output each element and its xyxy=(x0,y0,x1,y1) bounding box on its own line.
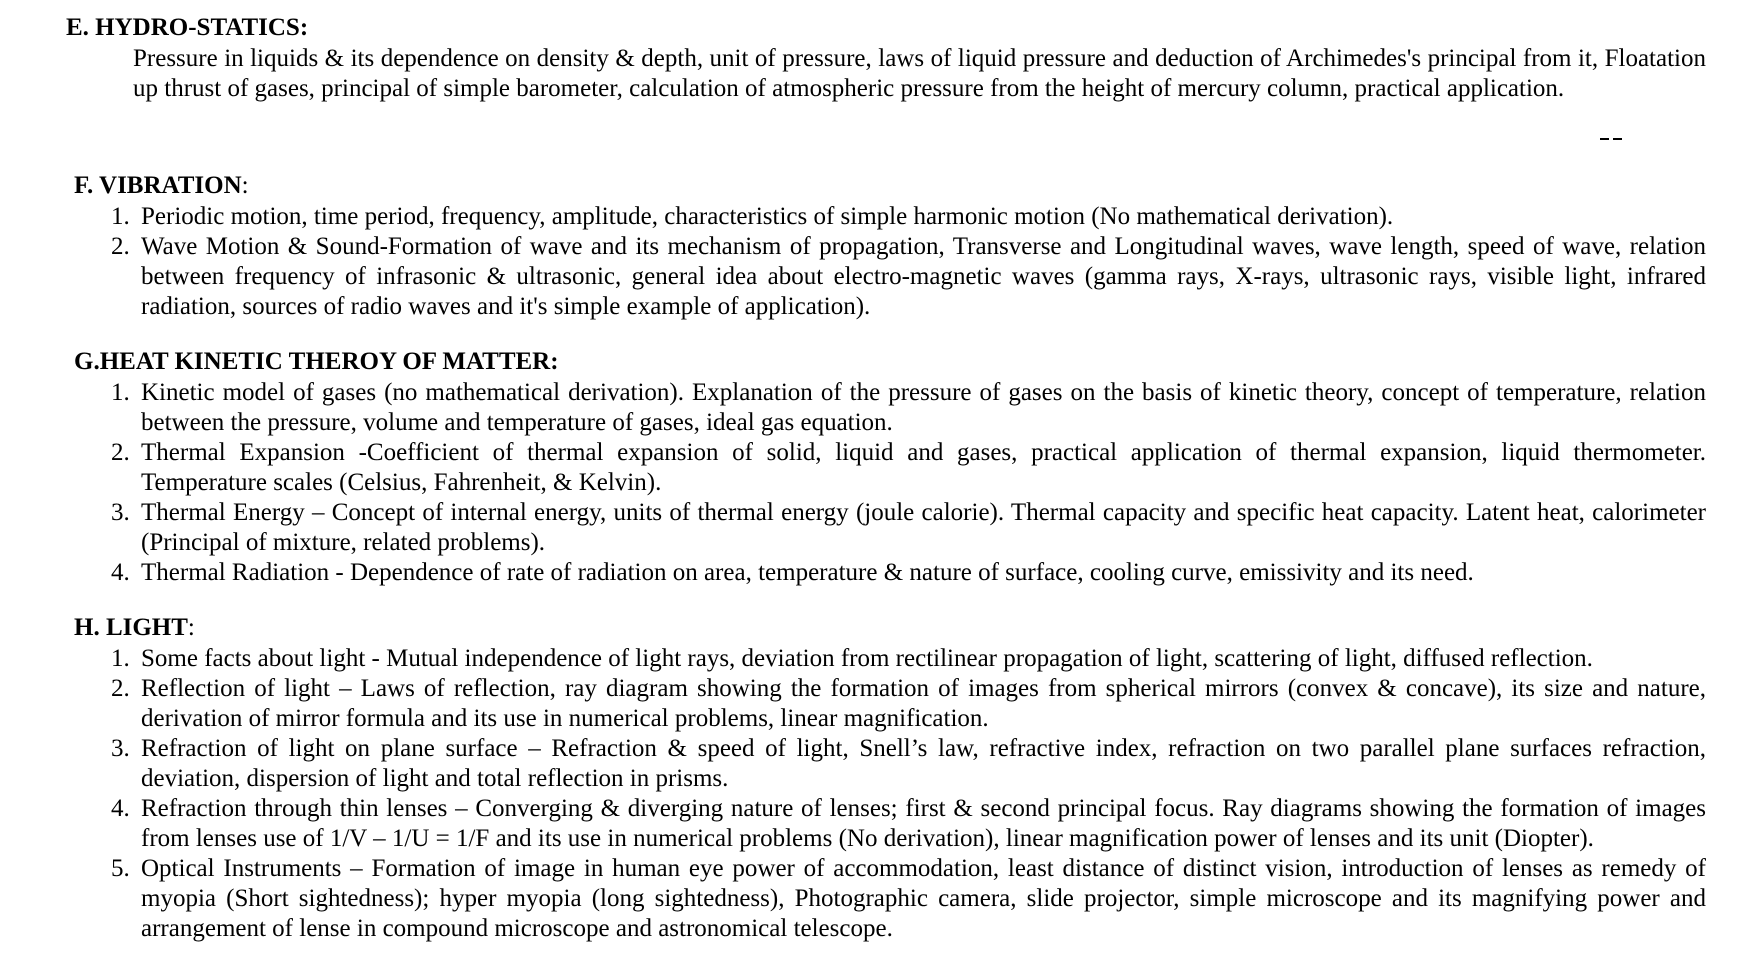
item-text: Periodic motion, time period, frequency, amplitude, characteristics of simple harmonic motion (No mathematical derivation). xyxy=(141,203,1394,230)
list-light xyxy=(111,644,1706,944)
item-text: Thermal Expansion -Coefficient of thermal expansion of solid, liquid and gases, practical application of thermal expansion, liquid thermometer. Temperature scales (Celsius, Fahrenheit, & Kelvin). xyxy=(141,439,1706,496)
section-title: H. LIGHT xyxy=(74,614,188,641)
list-item xyxy=(111,854,1706,944)
item-text: Reflection of light – Laws of reflection, ray diagram showing the formation of images from spherical mirrors (convex & concave), its size and nature, derivation of mirror formula and its use in numerical problems, linear magnification. xyxy=(141,675,1706,732)
list-item xyxy=(111,794,1706,854)
item-number: 4. xyxy=(111,795,130,822)
section-body-hydrostatics: Pressure in liquids & its dependence on density & depth, unit of pressure, laws of liquid pressure and deduction of Archimedes's principal from it, Floatation up thrust of gases, principal of simple barometer, calculation of atmospheric pressure from the height of mercury column, practical application. xyxy=(133,45,1706,102)
list-item xyxy=(111,644,1706,674)
item-number: 3. xyxy=(111,735,130,762)
list-item xyxy=(111,558,1706,588)
section-heading-light xyxy=(74,613,195,643)
section-colon: : xyxy=(241,172,249,199)
item-number: 1. xyxy=(111,379,130,406)
section-title: G.HEAT KINETIC THEROY OF MATTER xyxy=(74,348,551,375)
list-heat xyxy=(111,378,1706,588)
item-text: Wave Motion & Sound-Formation of wave and its mechanism of propagation, Transverse and Longitudinal waves, wave length, speed of wave, relation between frequency of infrasonic & ultrasonic, general idea about electro-magnetic waves (gamma rays, X-rays, ultrasonic rays, visible light, infrared radiation, sources of radio waves and it's simple example of application). xyxy=(141,233,1706,320)
item-number: 4. xyxy=(111,559,130,586)
list-vibration xyxy=(111,202,1706,322)
list-item xyxy=(111,202,1706,232)
item-number: 3. xyxy=(111,499,130,526)
item-number: 2. xyxy=(111,233,130,260)
item-text: Refraction of light on plane surface – Refraction & speed of light, Snell’s law, refractive index, refraction on two parallel plane surfaces refraction, deviation, dispersion of light and total reflection in prisms. xyxy=(141,735,1706,792)
item-text: Optical Instruments – Formation of image in human eye power of accommodation, least distance of distinct vision, introduction of lenses as remedy of myopia (Short sightedness); hyper myopia (long sightedness), Photographic camera, slide projector, simple microscope and its magnifying power and arrangement of lense in compound microscope and astronomical telescope. xyxy=(141,855,1706,942)
section-title: E. HYDRO-STATICS xyxy=(66,14,300,41)
list-item xyxy=(111,378,1706,438)
stray-dash-mark xyxy=(1600,138,1624,146)
section-heading-heat xyxy=(74,347,559,377)
section-heading-vibration xyxy=(74,171,249,201)
item-number: 2. xyxy=(111,439,130,466)
item-text: Kinetic model of gases (no mathematical derivation). Explanation of the pressure of gases on the basis of kinetic theory, concept of temperature, relation between the pressure, volume and temperature of gases, ideal gas equation. xyxy=(141,379,1706,436)
item-text: Some facts about light - Mutual independence of light rays, deviation from rectilinear propagation of light, scattering of light, diffused reflection. xyxy=(141,645,1593,672)
item-text: Thermal Energy – Concept of internal energy, units of thermal energy (joule calorie). Thermal capacity and specific heat capacity. Latent heat, calorimeter (Principal of mixture, related problems). xyxy=(141,499,1706,556)
list-item xyxy=(111,438,1706,498)
list-item xyxy=(111,734,1706,794)
item-text: Thermal Radiation - Dependence of rate of radiation on area, temperature & nature of surface, cooling curve, emissivity and its need. xyxy=(141,559,1474,586)
list-item xyxy=(111,232,1706,322)
section-colon: : xyxy=(187,614,195,641)
item-text: Refraction through thin lenses – Converging & diverging nature of lenses; first & second principal focus. Ray diagrams showing the formation of images from lenses use of 1/V – 1/U = 1/F and its use in numerical problems (No derivation), linear magnification power of lenses and its unit (Diopter). xyxy=(141,795,1706,852)
list-item xyxy=(111,674,1706,734)
section-colon: : xyxy=(299,14,309,41)
section-title: F. VIBRATION xyxy=(74,172,242,199)
list-item xyxy=(111,498,1706,558)
section-heading-hydrostatics xyxy=(66,13,308,43)
item-number: 5. xyxy=(111,855,130,882)
section-colon: : xyxy=(550,348,559,375)
item-number: 1. xyxy=(111,645,130,672)
item-number: 1. xyxy=(111,203,130,230)
item-number: 2. xyxy=(111,675,130,702)
